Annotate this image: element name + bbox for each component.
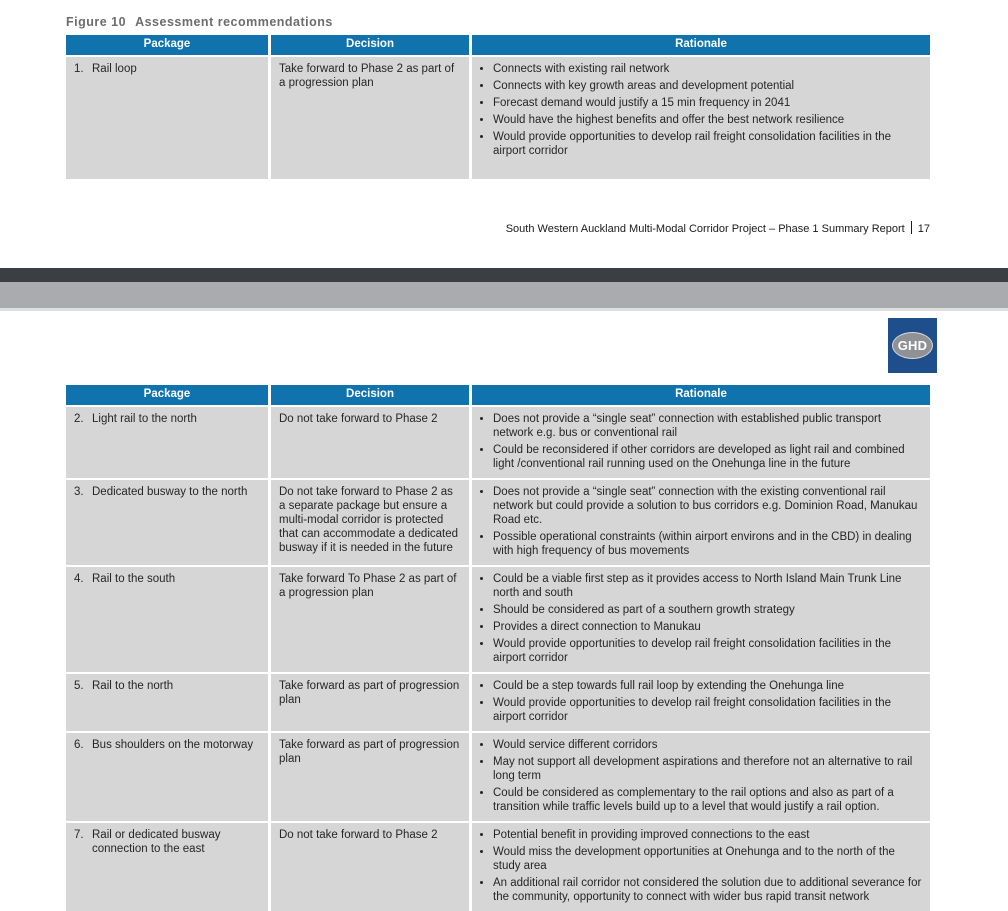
rationale-cell: [472, 480, 930, 565]
footer-text: South Western Auckland Multi-Modal Corridor Project – Phase 1 Summary Report: [505, 223, 905, 235]
package-cell: [66, 823, 268, 911]
figure-name: Assessment recommendations: [135, 15, 333, 29]
row-number: 7.: [74, 829, 84, 841]
rationale-cell: [472, 733, 930, 821]
table-row: [66, 733, 930, 821]
rationale-bullet: • Could be considered as complementary to the rail options and also as part of a transition while traffic levels build up to a level that would justify a rail option.: [493, 786, 922, 814]
assessment-table-page1: [66, 35, 930, 179]
rationale-bullet: • Forecast demand would justify a 15 min frequency in 2041: [493, 96, 922, 110]
package-label: Bus shoulders on the motorway: [92, 739, 254, 751]
table-row: [66, 823, 930, 911]
package-cell: [66, 733, 268, 821]
rationale-bullet: • Does not provide a “single seat” connection with established public transport network e.g. bus or conventional rail: [493, 412, 922, 440]
rationale-bullet: • Connects with key growth areas and development potential: [493, 79, 922, 93]
rationale-bullet: • Could be a viable first step as it provides access to North Island Main Trunk Line north and south: [493, 572, 922, 600]
decision-cell: Do not take forward to Phase 2 as a separate package but ensure a multi-modal corridor is protected that can accommodate a dedicated busway if it is needed in the future: [271, 480, 469, 565]
rationale-bullet: • Potential benefit in providing improved connections to the east: [493, 828, 922, 842]
rationale-bullet: • Would provide opportunities to develop rail freight consolidation facilities in the airport corridor: [493, 696, 922, 724]
rationale-cell: [472, 57, 930, 179]
decision-cell: Take forward as part of progression plan: [271, 733, 469, 821]
page-break-gray-bar: [0, 282, 1008, 308]
header-decision: Decision: [271, 385, 469, 405]
figure-label: Figure 10: [66, 15, 127, 29]
package-label: Light rail to the north: [92, 413, 197, 425]
decision-cell: Take forward To Phase 2 as part of a progression plan: [271, 567, 469, 672]
rationale-list: [480, 828, 922, 904]
row-number: 5.: [74, 680, 84, 692]
page-footer: [506, 221, 930, 235]
rationale-cell: [472, 567, 930, 672]
ghd-logo: [888, 318, 937, 373]
package-cell: [66, 407, 268, 478]
row-number: 2.: [74, 413, 84, 425]
table-header-row: [66, 385, 930, 405]
rationale-list: [480, 572, 922, 665]
rationale-bullet: • Could be a step towards full rail loop by extending the Onehunga line: [493, 679, 922, 693]
rationale-bullet: • Would have the highest benefits and offer the best network resilience: [493, 113, 922, 127]
rationale-bullet: • Possible operational constraints (within airport environs and in the CBD) in dealing with high frequency of bus movements: [493, 530, 922, 558]
header-rationale: Rationale: [472, 35, 930, 55]
rationale-bullet: • Should be considered as part of a southern growth strategy: [493, 603, 922, 617]
rationale-list: [480, 679, 922, 724]
rationale-list: [480, 738, 922, 814]
row-number: 6.: [74, 739, 84, 751]
package-label: Rail loop: [92, 63, 137, 75]
ghd-logo-ellipse: [892, 332, 933, 359]
header-rationale: Rationale: [472, 385, 930, 405]
package-label: Dedicated busway to the north: [92, 486, 248, 498]
package-cell: [66, 57, 268, 179]
ghd-logo-text: GHD: [897, 338, 928, 353]
table-header-row: [66, 35, 930, 55]
rationale-bullet: • May not support all development aspirations and therefore not an alternative to rail long term: [493, 755, 922, 783]
header-package: Package: [66, 35, 268, 55]
table-row: [66, 674, 930, 731]
page-break: [0, 268, 1008, 311]
table-row: [66, 57, 930, 179]
footer-divider: [911, 221, 912, 234]
rationale-list: [480, 412, 922, 471]
table-row: [66, 407, 930, 478]
decision-cell: Take forward as part of progression plan: [271, 674, 469, 731]
rationale-bullet: • An additional rail corridor not considered the solution due to additional severance for the community, opportunity to connect with wider bus rapid transit network: [493, 876, 922, 904]
rationale-bullet: • Connects with existing rail network: [493, 62, 922, 76]
rationale-bullet: • Would service different corridors: [493, 738, 922, 752]
decision-cell: Do not take forward to Phase 2: [271, 823, 469, 911]
header-decision: Decision: [271, 35, 469, 55]
rationale-bullet: • Provides a direct connection to Manukau: [493, 620, 922, 634]
footer-page-number: 17: [917, 223, 930, 235]
header-package: Package: [66, 385, 268, 405]
rationale-list: [480, 485, 922, 558]
decision-cell: Take forward to Phase 2 as part of a progression plan: [271, 57, 469, 179]
package-cell: [66, 567, 268, 672]
rationale-bullet: • Does not provide a “single seat” connection with the existing conventional rail network but could provide a solution to bus corridors e.g. Dominion Road, Manukau Road etc.: [493, 485, 922, 527]
row-number: 3.: [74, 486, 84, 498]
page-break-dark-bar: [0, 268, 1008, 282]
package-label: Rail to the north: [92, 680, 174, 692]
rationale-bullet: • Would provide opportunities to develop rail freight consolidation facilities in the airport corridor: [493, 637, 922, 665]
rationale-bullet: • Would miss the development opportunities at Onehunga and to the north of the study area: [493, 845, 922, 873]
rationale-cell: [472, 674, 930, 731]
figure-title: [66, 15, 333, 29]
rationale-bullet: • Would provide opportunities to develop rail freight consolidation facilities in the airport corridor: [493, 130, 922, 158]
package-label: Rail to the south: [92, 573, 176, 585]
assessment-table-page2: [66, 385, 930, 911]
rationale-list: [480, 62, 922, 158]
table-row: [66, 567, 930, 672]
row-number: 1.: [74, 63, 84, 75]
table-row: [66, 480, 930, 565]
table-body-page1: [66, 57, 930, 179]
package-label: Rail or dedicated busway connection to the east: [92, 829, 221, 855]
row-number: 4.: [74, 573, 84, 585]
page-break-light-edge: [0, 308, 1008, 311]
rationale-cell: [472, 823, 930, 911]
table-body-page2: [66, 407, 930, 911]
rationale-cell: [472, 407, 930, 478]
package-cell: [66, 674, 268, 731]
rationale-bullet: • Could be reconsidered if other corridors are developed as light rail and combined light /conventional rail running used on the Onehunga line in the future: [493, 443, 922, 471]
package-cell: [66, 480, 268, 565]
decision-cell: Do not take forward to Phase 2: [271, 407, 469, 478]
